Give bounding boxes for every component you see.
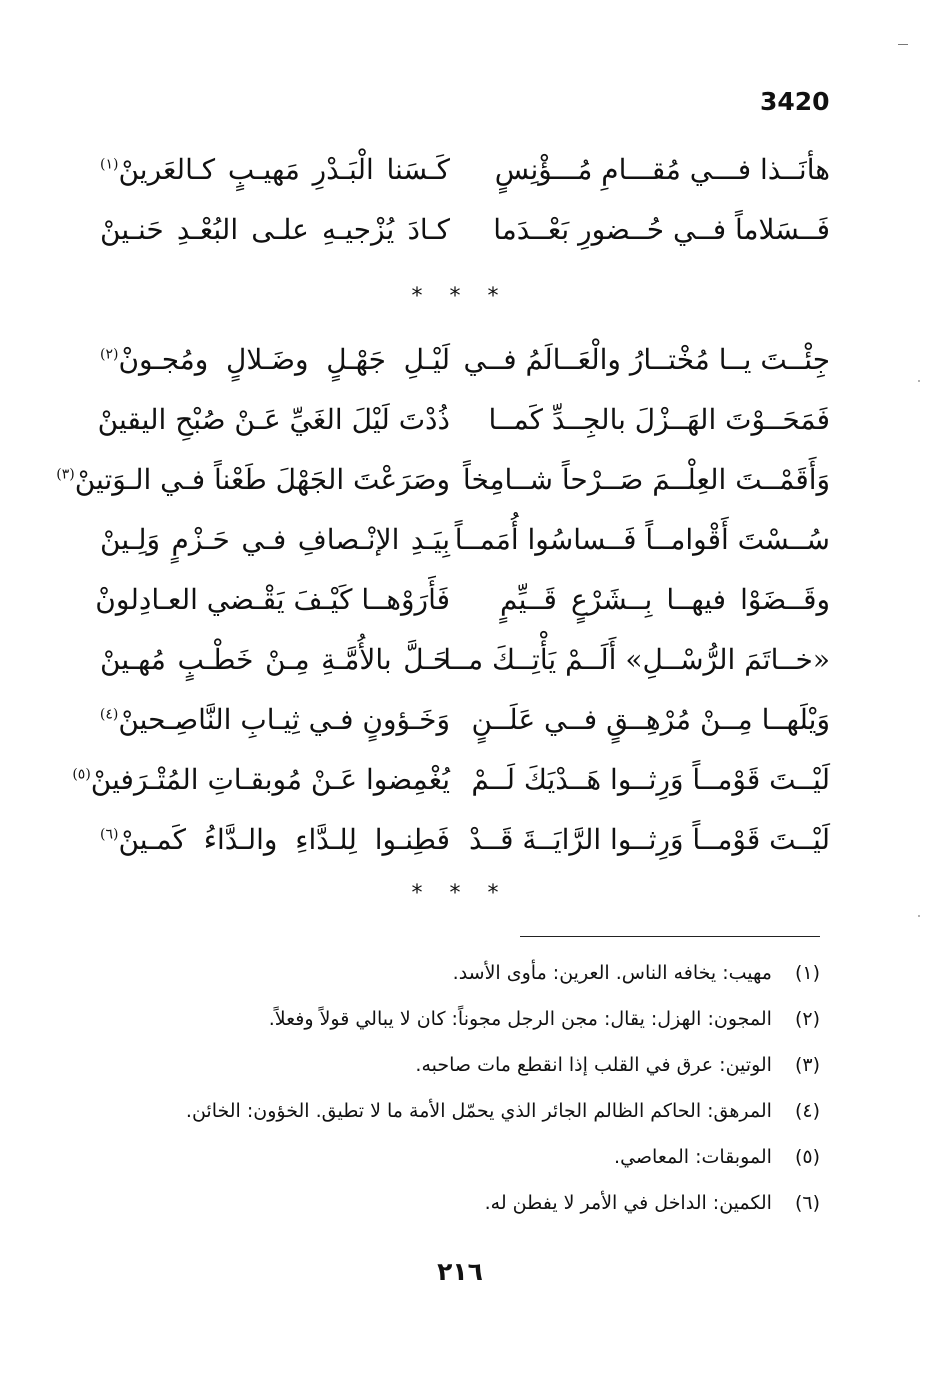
section-separator: * * * <box>411 284 509 309</box>
footnotes-list <box>90 950 820 1226</box>
scan-corner-mark <box>898 44 908 45</box>
second-hemistich <box>100 200 450 260</box>
second-hemistich-text: حَـلَّ بالأُمَّـةِ مِـنْ خَطْـبٍ مُهـينْ <box>100 643 450 676</box>
first-hemistich: فَمَحَــوْتَ الهَــزْلَ بالجِــدِّ كَمــا <box>488 403 830 436</box>
second-hemistich <box>100 140 450 200</box>
footnote-text: الكمين: الداخل في الأمر لا يفطن له. <box>484 1192 772 1214</box>
second-hemistich-text: فَأَرَوْهــا كَيْـفَ يَقْـضي العـادِلونْ <box>95 583 450 616</box>
second-hemistich <box>100 330 450 390</box>
second-hemistich-text: كـادَ يُزْجيـهِ علـى البُعْـدِ حَنـينْ <box>100 213 450 246</box>
first-hemistich: سُــسْتَ أَقْوامــاً فَــساسُوا أُمَمــاً <box>454 523 830 556</box>
second-hemistich-text: يُغْمِضوا عَـنْ مُوبقـاتِ المُتْـرَفينْ <box>90 763 450 796</box>
verse-line <box>95 570 830 630</box>
footnote-text: المجون: الهزل: يقال: مجن الرجل مجوناً: كان لا يبالي قولاً وفعلاً. <box>268 1008 772 1030</box>
second-hemistich-text: بِيَـدِ الإنْـصافِ فـي حَـزْمٍ وَلِـينْ <box>100 523 450 556</box>
footnote-number: (٤) <box>794 1100 820 1122</box>
first-hemistich: هأنَــذا فـــي مُقـــامِ مُـــؤْنِسٍ <box>494 153 830 186</box>
footnote-item <box>90 1088 820 1134</box>
first-hemistich: لَيْــتَ قَوْمــاً وَرِثــوا هَــدْيَكَ لَــمْ <box>471 763 830 796</box>
footnote-ref: (٣) <box>56 466 75 483</box>
footnote-text: المرهق: الحاكم الظالم الجائر الذي يحمّل الأمة ما لا تطيق. الخؤون: الخائن. <box>185 1100 772 1122</box>
second-hemistich <box>100 630 450 690</box>
poem-stanza-2 <box>56 330 830 870</box>
footnote-item <box>90 1180 820 1226</box>
footnote-item <box>90 950 820 996</box>
second-hemistich <box>100 690 450 750</box>
footnote-ref: (٢) <box>100 346 119 363</box>
verse-line <box>100 810 830 870</box>
first-hemistich: وَيْلَهــا مِــنْ مُرْهِــقٍ فــي عَلَــنٍ <box>471 703 830 736</box>
footnote-text: مهيب: يخافه الناس. العرين: مأوى الأسد. <box>452 962 772 984</box>
poem-stanza-1 <box>100 140 830 260</box>
second-hemistich <box>97 390 450 450</box>
page-number-latin: 3420 <box>760 87 830 116</box>
verse-line <box>100 510 830 570</box>
second-hemistich <box>95 570 450 630</box>
page-number-arabic: ٢١٦ <box>437 1257 483 1286</box>
second-hemistich-text: ذُدْتَ لَيْلَ الغَيِّ عَـنْ صُبْحِ اليقينْ <box>97 403 450 436</box>
first-hemistich: فَــسَلاماً فــي حُــضورِ بَعْــدَما <box>493 213 830 246</box>
footnote-item <box>90 1134 820 1180</box>
second-hemistich-text: لَيْـلِ جَهْـلٍ وضَـلالٍ ومُجـونْ <box>118 343 450 376</box>
second-hemistich <box>72 750 450 810</box>
second-hemistich <box>100 810 450 870</box>
second-hemistich-text: كَـسَنا الْبَـدْرِ مَهيـبٍ كـالعَرينْ <box>118 153 450 186</box>
second-hemistich <box>56 450 450 510</box>
verse-line <box>100 630 830 690</box>
second-hemistich-text: وَخَـؤونٍ فـي ثِيـابِ النَّاصِـحينْ <box>118 703 450 736</box>
footnote-divider <box>520 936 820 937</box>
footnote-ref: (٦) <box>100 826 119 843</box>
footnote-ref: (٥) <box>72 766 91 783</box>
scan-margin-dot <box>918 915 920 917</box>
footnote-number: (٢) <box>794 1008 820 1030</box>
footnote-number: (٦) <box>794 1192 820 1214</box>
verse-line <box>100 690 830 750</box>
footnote-number: (٣) <box>794 1054 820 1076</box>
footnote-number: (١) <box>794 962 820 984</box>
footnote-text: الوتين: عرق في القلب إذا انقطع مات صاحبه. <box>415 1054 772 1076</box>
first-hemistich: لَيْــتَ قَوْمــاً وَرِثــوا الرَّايَــةَ قَــدْ <box>469 823 830 856</box>
verse-line <box>100 200 830 260</box>
footnote-ref: (٤) <box>99 706 119 723</box>
first-hemistich: «خــاتَمَ الرُّسْــلِ» أَلَــمْ يَأْتِــكَ مــا <box>443 643 830 676</box>
second-hemistich <box>100 510 450 570</box>
verse-line <box>100 140 830 200</box>
footnote-number: (٥) <box>794 1146 820 1168</box>
verse-line <box>97 390 830 450</box>
footnote-item <box>90 1042 820 1088</box>
first-hemistich: وَأَقَمْــتَ العِلْــمَ صَــرْحاً شــامِخاً <box>462 463 830 496</box>
verse-line <box>56 450 830 510</box>
scan-margin-dot <box>918 380 920 382</box>
verse-line <box>72 750 830 810</box>
first-hemistich: جِئْــتَ يــا مُخْتــارُ والْعَــالَمُ فــي <box>463 343 830 376</box>
footnote-ref: (١) <box>100 156 119 173</box>
second-hemistich-text: وصَرَعْتَ الجَهْلَ طَعْناً فـي الـوَتينْ <box>74 463 450 496</box>
second-hemistich-text: فَطِنـوا لِلـدَّاءِ والـدَّاءُ كَمـينْ <box>118 823 450 856</box>
section-separator: * * * <box>411 881 509 906</box>
verse-line <box>100 330 830 390</box>
first-hemistich: وقَــضَوْا فيهــا بِــشَرْعٍ قَــيِّمٍ <box>500 583 830 616</box>
footnote-text: الموبقات: المعاصي. <box>614 1146 772 1168</box>
footnote-item <box>90 996 820 1042</box>
